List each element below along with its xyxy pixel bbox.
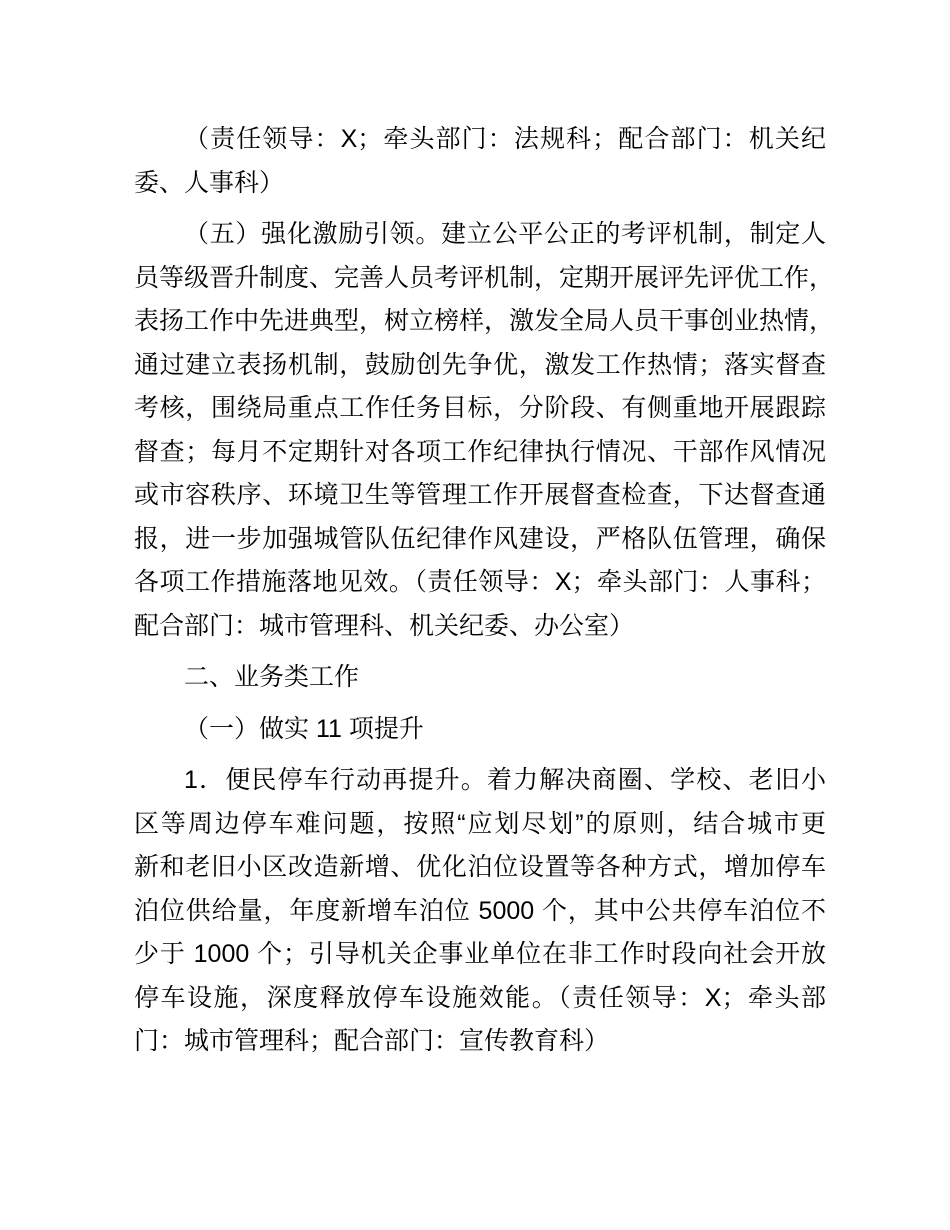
text-line: 少于 1000 个；引导机关企事业单位在非工作时段向社会开放 <box>134 940 826 968</box>
text-line: 委、人事科） <box>134 168 285 197</box>
paragraph-item-1-parking <box>134 759 826 1064</box>
heading-line: （一）做实 11 项提升 <box>184 714 424 743</box>
text-line: 1．便民停车行动再提升。着力解决商圈、学校、老旧小 <box>184 766 826 794</box>
paragraph-section-5-incentive <box>134 213 835 648</box>
text-line: 配合部门：城市管理科、机关纪委、办公室） <box>134 611 635 640</box>
text-line: （责任领导：X；牵头部门：法规科；配合部门：机关纪 <box>184 125 826 153</box>
text-line: 各项工作措施落地见效。（责任领导：X；牵头部门：人事科； <box>134 568 826 596</box>
text-line: 门：城市管理科；配合部门：宣传教育科） <box>134 1027 610 1055</box>
text-line: 员等级晋升制度、完善人员考评机制，定期开展评先评优工作， <box>134 263 835 292</box>
heading-line: 二、业务类工作 <box>184 663 360 691</box>
text-line: 考核，围绕局重点工作任务目标，分阶段、有侧重地开展跟踪 <box>134 394 826 422</box>
text-line: 停车设施，深度释放停车设施效能。（责任领导：X；牵头部 <box>134 983 826 1012</box>
text-line: 督查；每月不定期针对各项工作纪律执行情况、干部作风情况 <box>134 437 826 466</box>
text-line: 通过建立表扬机制，鼓励创先争优，激发工作热情；落实督查 <box>134 350 826 379</box>
text-line: 新和老旧小区改造新增、优化泊位设置等各种方式，增加停车 <box>134 853 826 881</box>
text-line: 或市容秩序、环境卫生等管理工作开展督查检查，下达督查通 <box>134 481 826 509</box>
paragraph-responsibility-note <box>134 118 826 205</box>
heading-section-2-business-work <box>134 656 826 700</box>
text-line: 区等周边停车难问题，按照“应划尽划”的原则，结合城市更 <box>134 809 826 838</box>
text-line: 泊位供给量，年度新增车泊位 5000 个，其中公共停车泊位不 <box>134 896 826 925</box>
text-line: （五）强化激励引领。建立公平公正的考评机制，制定人 <box>184 220 826 248</box>
text-line: 表扬工作中先进典型，树立榜样，激发全局人员干事创业热情， <box>134 307 835 335</box>
text-line: 报，进一步加强城管队伍纪律作风建设，严格队伍管理，确保 <box>134 524 826 553</box>
heading-subsection-1-eleven-improvements <box>134 708 826 752</box>
